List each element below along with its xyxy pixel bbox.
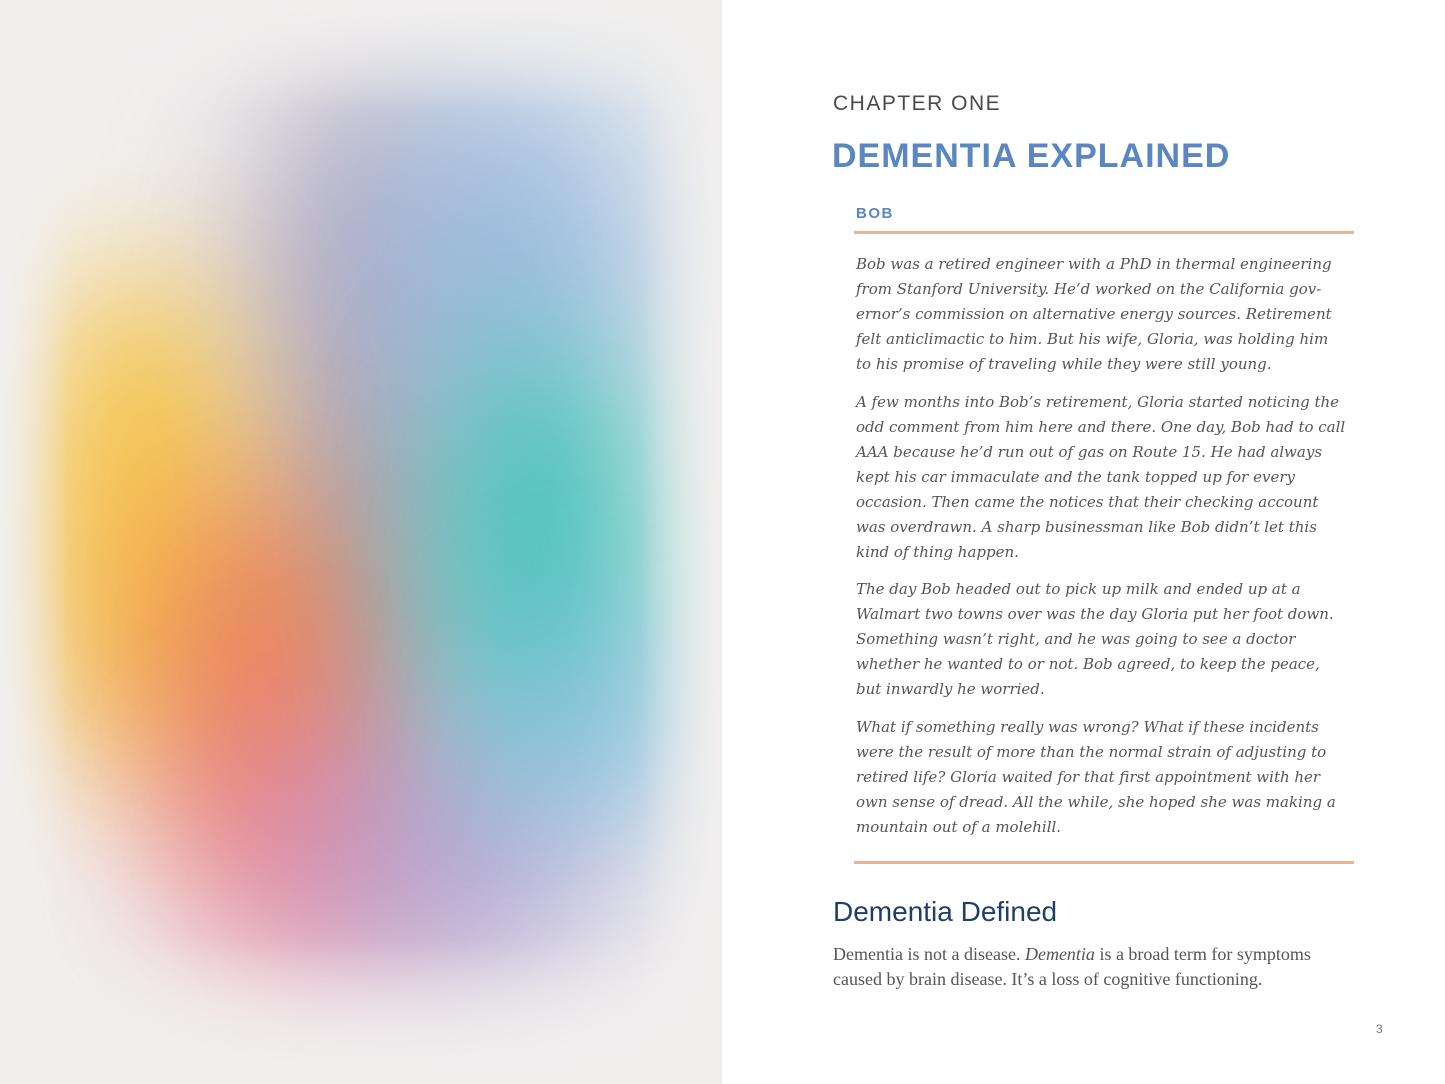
page-number: 3 [1376, 1022, 1383, 1036]
chapter-title: DEMENTIA EXPLAINED [832, 137, 1231, 175]
body-text-end: is a broad term for symptoms caused by brain disease. It’s a loss of cognitive functioning. [833, 944, 1311, 989]
body-emphasis: Dementia [1024, 944, 1095, 964]
story-paragraph: What if something really was wrong? What if these incidents were the result of more than the normal strain of adjusting to retired life? Gloria waited for that first appointment with her own sense of dread. All the while, she hoped she was making a mountain out of a molehill. [856, 717, 1336, 836]
sidebar-top-rule [854, 231, 1354, 234]
sidebar-heading: BOB [856, 205, 894, 222]
gradient-edge-fade [0, 0, 722, 1084]
section-body [833, 942, 1363, 992]
story-paragraph: Bob was a retired engineer with a PhD in thermal engineering from Stanford University. He’d worked on the California governor’s commission on alternative energy sources. Retirement felt anticlimactic to him. But his wife, Gloria, was holding him to his promise of traveling while they were still young. [856, 255, 1332, 373]
section-heading: Dementia Defined [833, 896, 1058, 927]
chapter-label: CHAPTER ONE [833, 92, 1002, 115]
left-page-gradient-art [0, 0, 722, 1084]
right-page [722, 0, 1445, 1084]
sidebar-bottom-rule [854, 861, 1354, 864]
sidebar-story [856, 252, 1346, 852]
story-paragraph: The day Bob headed out to pick up milk and ended up at a Walmart two towns over was the day Gloria put her foot down. Something wasn’t right, and he was going to see a doctor whether he wanted to or not. Bob agreed, to keep the peace, but inwardly he worried. [856, 580, 1334, 698]
body-text-start: Dementia is not a disease. [833, 944, 1025, 964]
story-paragraph: A few months into Bob’s retirement, Gloria started noticing the odd comment from him here and there. One day, Bob had to call AAA because he’d run out of gas on Route 15. He had always kept his car immaculate and the tank topped up for every occasion. Then came the notices that their checking account was overdrawn. A sharp businessman like Bob didn’t let this kind of thing happen. [856, 392, 1346, 561]
